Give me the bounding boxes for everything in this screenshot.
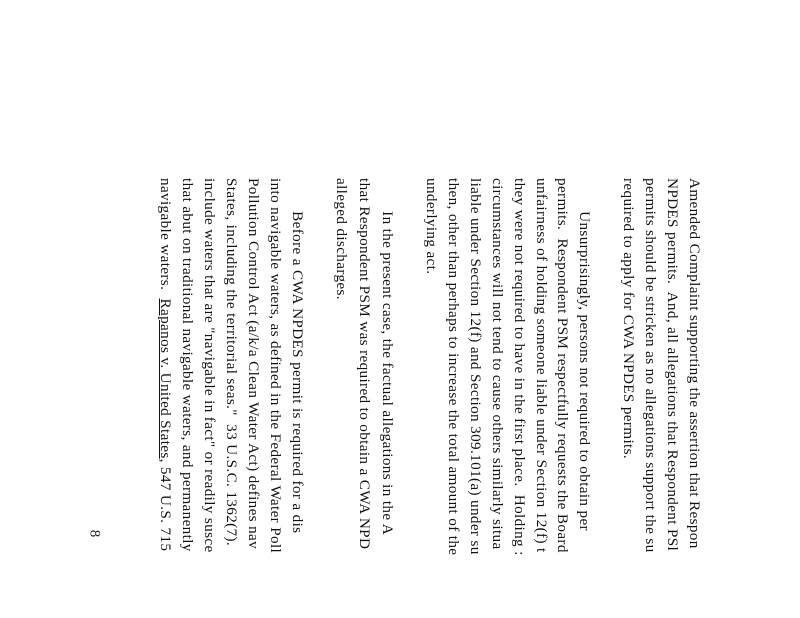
text-segment: unfairness of holding someone liable under Section 12(f) t — [533, 178, 550, 553]
text-segment: permits. Respondent PSM respectfully requests the Board — [554, 178, 571, 553]
text-segment: In the present case, the factual allegations in the A — [379, 178, 396, 536]
text-segment: Before a CWA NPDES permit is required for a dis — [289, 178, 306, 534]
text-segment: navigable waters. — [157, 178, 174, 299]
text-line — [155, 178, 175, 551]
text-line — [531, 178, 551, 553]
text-line — [640, 178, 660, 553]
text-segment: circumstances will not tend to cause others similarly situa — [489, 178, 506, 550]
text-segment: NPDES permits. And, all allegations that Respondent PSl — [664, 178, 681, 552]
text-segment: Amended Complaint supporting the assertion that Respon — [686, 178, 703, 549]
text-line — [487, 178, 507, 550]
text-segment: underlying act. — [423, 178, 440, 275]
text-segment: liable under Section 12(f) and Section 309.101(a) under su — [467, 178, 484, 555]
text-line — [199, 178, 219, 553]
text-line — [354, 178, 374, 549]
text-segment: , 547 U.S. 715 — [157, 458, 174, 552]
text-line — [287, 178, 307, 533]
text-segment: that abut on traditional navigable waters, and permanently — [179, 178, 196, 552]
text-line — [377, 178, 397, 535]
text-segment: Pollution Control Act (a/k/a Clean Water Act) defines nav — [245, 178, 262, 550]
text-line — [684, 178, 704, 549]
text-line — [421, 178, 441, 274]
text-line — [331, 178, 351, 300]
text-line — [265, 178, 285, 553]
text-line — [552, 178, 572, 553]
text-line — [221, 178, 241, 546]
text-line — [443, 178, 463, 555]
text-segment: into navigable waters, as defined in the Federal Water Poll — [267, 178, 284, 554]
case-citation: Rapanos v. United States — [157, 298, 174, 459]
text-line — [177, 178, 197, 552]
text-segment: then, other than perhaps to increase the total amount of the — [445, 178, 462, 556]
text-segment: alleged discharges. — [333, 178, 350, 300]
page-number: 8 — [86, 529, 103, 538]
text-line — [243, 178, 263, 549]
text-line — [662, 178, 682, 551]
text-segment: Unsurprisingly, persons not required to obtain per — [576, 178, 593, 531]
text-segment: that Respondent PSM was required to obtain a CWA NPD — [356, 178, 373, 550]
text-segment: include waters that are "navigable in fact" or readily susce — [201, 178, 218, 553]
text-line — [509, 178, 529, 556]
text-line — [618, 178, 638, 459]
text-segment: permits should be stricken as no allegations support the su — [642, 178, 659, 553]
text-segment: they were not required to have in the first place. Holding : — [511, 178, 528, 556]
text-segment: States, including the territorial seas." 33 U.S.C. 1362(7). — [223, 178, 240, 547]
text-line — [465, 178, 485, 555]
text-segment: required to apply for CWA NPDES permits. — [620, 178, 637, 460]
text-line — [574, 178, 594, 531]
